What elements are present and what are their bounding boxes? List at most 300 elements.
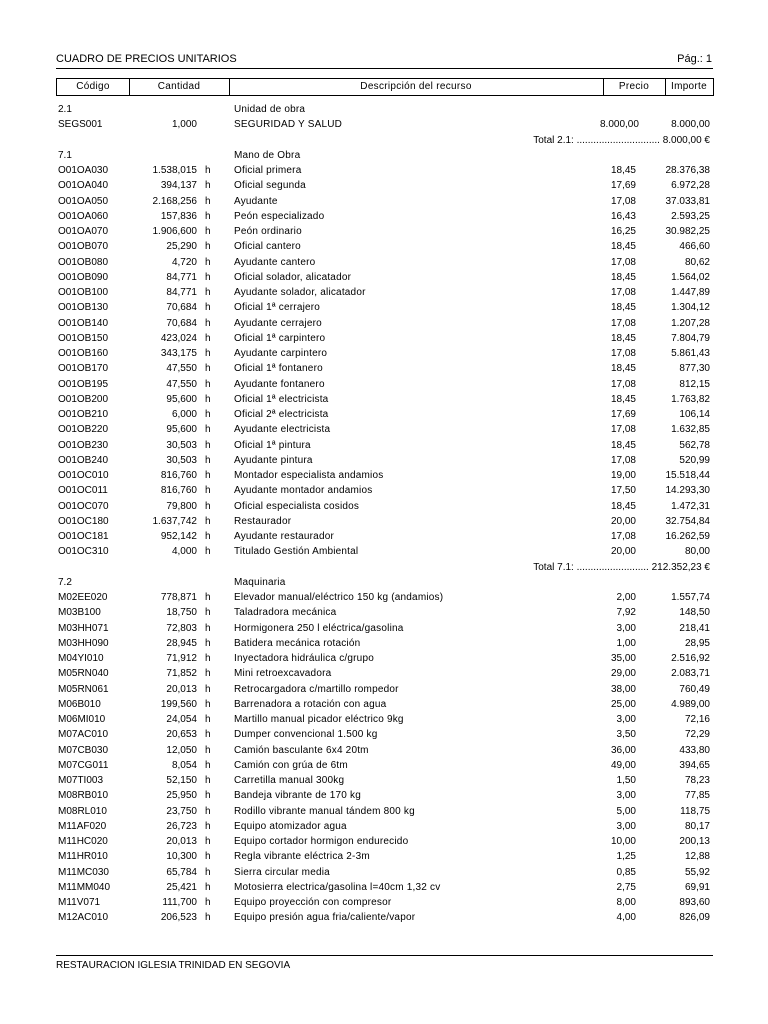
section-header-row [0,102,768,117]
resource-price: 4,00 [616,912,636,924]
resource-description: SEGURIDAD Y SALUD [234,119,343,131]
resource-amount: 28.376,38 [665,165,710,176]
table-row [0,636,768,651]
resource-price: 38,00 [610,683,636,695]
resource-quantity: 84,771 [166,287,197,298]
table-row [0,651,768,666]
resource-quantity: 20,013 [166,836,197,847]
resource-price: 3,00 [616,622,636,634]
resource-code: O01OC070 [58,500,109,512]
resource-description: Ayudante cantero [234,256,316,268]
resource-amount: 893,60 [679,897,710,908]
resource-unit: h [205,820,211,832]
column-header-row [56,78,714,96]
resource-code: M07CB030 [58,744,109,756]
resource-unit: h [205,348,211,359]
resource-unit: h [205,714,211,725]
resource-description: Titulado Gestión Ambiental [234,546,359,558]
resource-amount: 80,62 [684,256,710,268]
table-row [0,819,768,834]
resource-price: 18,45 [610,393,636,405]
table-row [0,438,768,453]
resource-unit: h [205,668,211,680]
resource-price: 17,08 [610,454,636,466]
resource-description: Elevador manual/eléctrico 150 kg (andamios) [234,592,444,603]
resource-description: Mini retroexcavadora [234,668,332,680]
resource-price: 17,08 [610,378,636,390]
section-total: Total 2.1: .............................. 8.000,00 € [533,134,710,146]
resource-quantity: 26,723 [166,820,197,832]
resource-code: M11V071 [58,897,101,908]
resource-unit: h [205,302,211,314]
resource-description: Rodillo vibrante manual tándem 800 kg [234,805,415,817]
resource-code: M03HH071 [58,622,109,634]
resource-code: SEGS001 [58,119,103,131]
table-row [0,209,768,224]
column-header-qty: Cantidad [157,81,201,92]
table-row [0,529,768,544]
resource-amount: 218,41 [679,622,710,634]
resource-code: O01OB195 [58,378,109,390]
resource-quantity: 23,750 [166,805,197,817]
resource-quantity: 30,503 [166,439,197,451]
resource-unit: h [205,897,211,908]
resource-amount: 7.804,79 [671,332,710,344]
resource-description: Oficial 1ª electricista [234,393,329,405]
resource-price: 17,08 [610,317,636,329]
resource-price: 18,45 [610,439,636,451]
resource-price: 17,69 [610,409,636,420]
table-row [0,453,768,468]
resource-description: Taladradora mecánica [234,607,337,619]
resource-unit: h [205,683,211,695]
resource-description: Ayudante montador andamios [234,485,373,497]
resource-amount: 15.518,44 [665,470,710,481]
resource-unit: h [205,226,211,237]
resource-unit: h [205,759,211,771]
resource-description: Motosierra electrica/gasolina l=40cm 1,32 cv [234,881,441,893]
section-header-row [0,148,768,163]
resource-amount: 118,75 [680,805,710,817]
resource-code: O01OA050 [58,195,109,207]
resource-code: M07TI003 [58,775,104,786]
resource-code: M06B010 [58,698,101,710]
resource-unit: h [205,775,211,786]
resource-code: M04YI010 [58,653,104,664]
resource-amount: 1.304,12 [671,302,710,314]
resource-amount: 1.447,89 [671,287,710,298]
resource-code: M11MM040 [58,881,111,893]
resource-price: 29,00 [610,668,636,680]
resource-description: Martillo manual picador eléctrico 9kg [234,714,404,725]
table-row [0,224,768,239]
price-table [0,102,768,926]
resource-quantity: 12,050 [166,744,197,756]
resource-quantity: 71,912 [166,653,197,664]
resource-amount: 4.989,00 [671,698,710,710]
resource-code: O01OB140 [58,317,109,329]
resource-code: M11MC030 [58,866,109,878]
resource-quantity: 206,523 [160,912,197,924]
resource-unit: h [205,653,211,664]
resource-unit: h [205,851,211,863]
resource-amount: 2.083,71 [671,668,710,680]
resource-price: 1,00 [616,637,636,649]
resource-unit: h [205,637,211,649]
resource-unit: h [205,332,211,344]
resource-price: 18,45 [610,302,636,314]
resource-price: 17,08 [610,348,636,359]
table-row [0,865,768,880]
resource-description: Equipo atomizador agua [234,820,347,832]
resource-unit: h [205,790,211,802]
resource-quantity: 111,700 [162,897,197,908]
resource-description: Carretilla manual 300kg [234,775,345,786]
resource-amount: 148,50 [679,607,710,619]
resource-amount: 77,85 [684,790,710,802]
resource-quantity: 423,024 [160,332,197,344]
resource-amount: 562,78 [679,439,710,451]
resource-quantity: 47,550 [166,363,197,375]
resource-code: O01OB090 [58,271,109,283]
resource-quantity: 18,750 [166,607,197,619]
table-row [0,544,768,559]
table-row [0,194,768,209]
table-row [0,666,768,681]
column-header-desc: Descripción del recurso [360,81,472,92]
resource-description: Peón especializado [234,210,325,222]
table-row [0,804,768,819]
resource-amount: 433,80 [679,744,710,756]
resource-code: O01OA040 [58,180,109,192]
resource-amount: 78,23 [684,775,710,786]
table-row [0,316,768,331]
resource-unit: h [205,592,211,603]
resource-code: O01OB240 [58,454,109,466]
resource-amount: 72,29 [684,729,710,741]
resource-unit: h [205,729,211,741]
resource-code: O01OB200 [58,393,109,405]
section-title: Mano de Obra [234,149,301,161]
resource-price: 2,00 [616,592,636,603]
resource-price: 17,08 [610,195,636,207]
resource-quantity: 1.637,742 [152,515,197,527]
resource-amount: 6.972,28 [671,180,710,192]
resource-code: M05RN040 [58,668,109,680]
resource-price: 20,00 [610,546,636,558]
resource-price: 3,00 [616,714,636,725]
resource-code: O01OA030 [58,165,109,176]
resource-description: Ayudante electricista [234,424,331,436]
resource-price: 5,00 [616,805,636,817]
resource-code: O01OB080 [58,256,109,268]
resource-description: Hormigonera 250 l eléctrica/gasolina [234,622,404,634]
resource-unit: h [205,317,211,329]
section-total-row [0,133,768,148]
resource-unit: h [205,531,211,542]
resource-description: Oficial cantero [234,241,301,253]
resource-amount: 466,60 [679,241,710,253]
resource-quantity: 72,803 [166,622,197,634]
resource-code: M12AC010 [58,912,109,924]
resource-quantity: 6,000 [171,409,197,420]
resource-price: 17,50 [610,485,636,497]
resource-price: 16,43 [610,210,636,222]
resource-unit: h [205,180,211,192]
resource-description: Ayudante cerrajero [234,317,322,329]
resource-amount: 1.207,28 [671,317,710,329]
resource-amount: 1.472,31 [671,500,710,512]
resource-price: 18,45 [610,271,636,283]
resource-description: Camión con grúa de 6tm [234,759,348,771]
table-row [0,392,768,407]
resource-quantity: 25,421 [166,881,197,893]
resource-quantity: 816,760 [160,470,197,481]
resource-amount: 80,17 [684,820,710,832]
resource-amount: 200,13 [679,836,710,847]
resource-amount: 37.033,81 [665,195,710,207]
resource-unit: h [205,485,211,497]
resource-unit: h [205,836,211,847]
resource-description: Sierra circular media [234,866,330,878]
section-title: Unidad de obra [234,104,306,115]
section-code: 7.2 [58,576,72,588]
section-header-row [0,575,768,590]
resource-unit: h [205,500,211,512]
resource-price: 8,00 [616,897,636,908]
resource-unit: h [205,256,211,268]
table-row [0,178,768,193]
resource-amount: 2.593,25 [671,210,710,222]
resource-description: Ayudante restaurador [234,531,334,542]
resource-unit: h [205,912,211,924]
resource-code: O01OC180 [58,515,109,527]
resource-description: Montador especialista andamios [234,470,384,481]
resource-code: M06MI010 [58,714,106,725]
resource-code: O01OB230 [58,439,109,451]
resource-amount: 394,65 [679,759,710,771]
resource-unit: h [205,607,211,619]
resource-unit: h [205,454,211,466]
resource-amount: 14.293,30 [665,485,710,497]
table-row [0,285,768,300]
resource-description: Ayudante carpintero [234,348,328,359]
table-row [0,758,768,773]
resource-price: 19,00 [610,470,636,481]
table-row [0,910,768,925]
resource-unit: h [205,805,211,817]
resource-unit: h [205,287,211,298]
resource-quantity: 95,600 [166,424,197,436]
page-number: Pág.: 1 [677,53,712,65]
resource-description: Dumper convencional 1.500 kg [234,729,378,741]
resource-quantity: 28,945 [166,637,197,649]
resource-quantity: 778,871 [160,592,197,603]
resource-description: Equipo cortador hormigon endurecido [234,836,409,847]
resource-unit: h [205,210,211,222]
resource-price: 7,92 [616,607,636,619]
resource-price: 25,00 [610,698,636,710]
resource-quantity: 8,054 [171,759,197,771]
resource-description: Regla vibrante eléctrica 2-3m [234,851,370,863]
table-row [0,468,768,483]
resource-price: 3,00 [616,820,636,832]
resource-quantity: 4,720 [171,256,197,268]
resource-code: O01OC181 [58,531,109,542]
resource-description: Oficial especialista cosidos [234,500,360,512]
resource-price: 36,00 [610,744,636,756]
table-row [0,514,768,529]
table-row [0,255,768,270]
resource-price: 8.000,00 [600,119,639,131]
resource-quantity: 343,175 [160,348,197,359]
column-header-price: Precio [618,81,650,92]
resource-unit: h [205,195,211,207]
resource-quantity: 47,550 [166,378,197,390]
table-row [0,346,768,361]
column-header-amount: Importe [670,81,707,92]
resource-code: M11HC020 [58,836,108,847]
resource-amount: 826,09 [679,912,710,924]
table-row [0,697,768,712]
resource-amount: 812,15 [679,378,710,390]
resource-code: M03HH090 [58,637,109,649]
table-row [0,590,768,605]
resource-amount: 1.557,74 [671,592,710,603]
resource-quantity: 952,142 [160,531,197,542]
resource-unit: h [205,744,211,756]
resource-description: Peón ordinario [234,226,302,237]
resource-quantity: 25,950 [166,790,197,802]
resource-code: O01OB220 [58,424,109,436]
resource-quantity: 70,684 [166,302,197,314]
table-row [0,621,768,636]
resource-unit: h [205,515,211,527]
resource-quantity: 71,852 [166,668,197,680]
page-title: CUADRO DE PRECIOS UNITARIOS [56,53,237,65]
resource-description: Oficial 1ª fontanero [234,363,323,375]
resource-unit: h [205,698,211,710]
resource-amount: 32.754,84 [665,515,710,527]
table-row [0,483,768,498]
resource-amount: 2.516,92 [671,653,710,664]
resource-description: Bandeja vibrante de 170 kg [234,790,361,802]
table-row [0,361,768,376]
resource-quantity: 79,800 [166,500,197,512]
resource-code: M08RB010 [58,790,109,802]
resource-price: 18,45 [610,165,636,176]
table-row [0,422,768,437]
resource-amount: 55,92 [684,866,710,878]
footer-divider [56,955,713,956]
resource-code: O01OA060 [58,210,109,222]
resource-quantity: 52,150 [166,775,197,786]
table-row [0,331,768,346]
table-row [0,712,768,727]
resource-quantity: 84,771 [166,271,197,283]
resource-price: 20,00 [610,515,636,527]
resource-code: O01OC010 [58,470,109,481]
resource-quantity: 20,653 [166,729,197,741]
section-code: 2.1 [58,104,72,115]
resource-price: 18,45 [610,363,636,375]
table-row [0,727,768,742]
resource-quantity: 157,836 [160,210,197,222]
section-title: Maquinaria [234,576,286,588]
resource-quantity: 24,054 [166,714,197,725]
resource-code: M11HR010 [58,851,108,863]
resource-price: 17,08 [610,287,636,298]
table-row [0,895,768,910]
resource-amount: 72,16 [684,714,710,725]
resource-unit: h [205,393,211,405]
resource-quantity: 65,784 [166,866,197,878]
resource-amount: 106,14 [679,409,710,420]
resource-code: M11AF020 [58,820,107,832]
resource-description: Ayudante pintura [234,454,313,466]
resource-unit: h [205,241,211,253]
resource-price: 18,45 [610,500,636,512]
resource-quantity: 1,000 [171,119,197,131]
section-total-row [0,560,768,575]
resource-amount: 80,00 [684,546,710,558]
resource-code: O01OB160 [58,348,109,359]
resource-price: 49,00 [610,759,636,771]
resource-quantity: 10,300 [166,851,197,863]
table-row [0,270,768,285]
resource-price: 16,25 [610,226,636,237]
resource-amount: 1.763,82 [671,393,710,405]
resource-code: O01OB070 [58,241,109,253]
resource-description: Batidera mecánica rotación [234,637,361,649]
resource-amount: 30.982,25 [665,226,710,237]
column-header-code: Código [76,81,110,92]
resource-code: O01OB170 [58,363,109,375]
resource-description: Oficial primera [234,165,302,176]
resource-quantity: 1.906,600 [152,226,197,237]
resource-amount: 69,91 [684,881,710,893]
resource-code: M07CG011 [58,759,109,771]
resource-price: 17,08 [610,424,636,436]
table-row [0,499,768,514]
resource-code: O01OA070 [58,226,109,237]
resource-price: 2,75 [616,881,636,893]
resource-description: Inyectadora hidráulica c/grupo [234,653,374,664]
resource-unit: h [205,424,211,436]
resource-quantity: 95,600 [166,393,197,405]
table-row [0,407,768,422]
resource-amount: 16.262,59 [665,531,710,542]
resource-amount: 520,99 [679,454,710,466]
resource-price: 17,08 [610,256,636,268]
resource-price: 3,00 [616,790,636,802]
resource-price: 18,45 [610,241,636,253]
resource-code: O01OB100 [58,287,109,298]
table-row [0,163,768,178]
resource-amount: 1.632,85 [671,424,710,436]
table-row [0,880,768,895]
resource-code: M08RL010 [58,805,107,817]
resource-amount: 760,49 [679,683,710,695]
resource-unit: h [205,363,211,375]
resource-amount: 28,95 [684,637,710,649]
table-row [0,788,768,803]
resource-code: M07AC010 [58,729,109,741]
resource-price: 17,08 [610,531,636,542]
table-row [0,377,768,392]
section-code: 7.1 [58,149,72,161]
resource-description: Camión basculante 6x4 20tm [234,744,369,756]
